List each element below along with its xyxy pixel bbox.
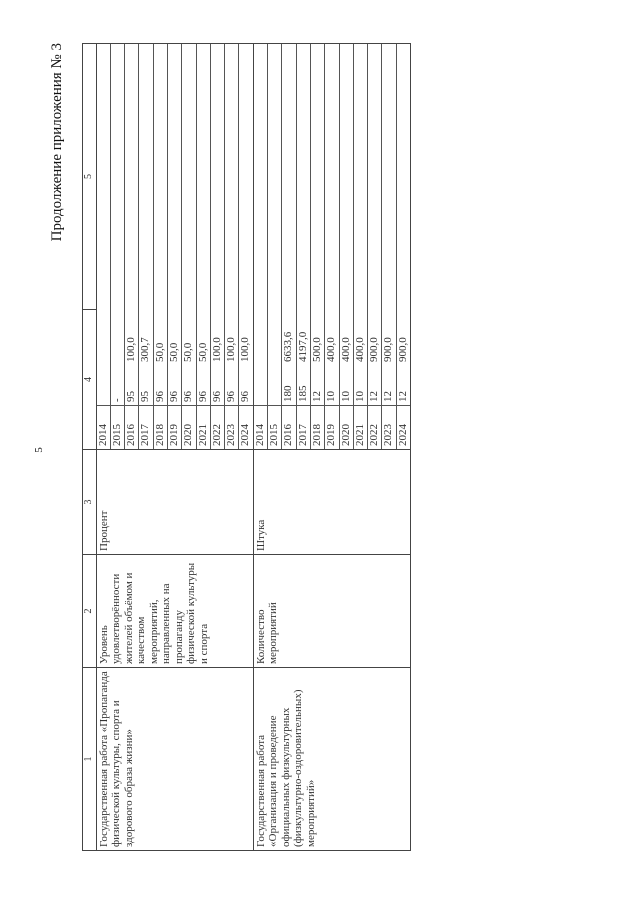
funding-value: 400,0 (353, 337, 366, 362)
indicator-value (254, 365, 267, 405)
year-row (297, 44, 311, 449)
year-label: 2017 (297, 405, 310, 449)
funding-value: 900,0 (396, 337, 409, 362)
table-row (253, 44, 410, 851)
funding-value: 50,0 (167, 342, 180, 362)
indicator-value: 96 (225, 391, 238, 402)
year-values-cell (253, 44, 410, 450)
year-row (239, 44, 252, 449)
table-row (96, 44, 253, 851)
funding-value: 300,7 (139, 337, 152, 362)
unit-cell: Штука (253, 450, 410, 555)
indicator-value: 12 (368, 391, 381, 402)
indicator-value: 96 (167, 391, 180, 402)
page-number: 5 (32, 447, 45, 453)
work-name-cell: Государственная работа «Пропаганда физической культуры, спорта и здорового образа жизни» (96, 668, 253, 851)
year-label: 2016 (282, 405, 295, 449)
header-col-1: 1 (83, 668, 97, 851)
funding-value: 100,0 (210, 337, 223, 362)
indicator-value: 10 (353, 391, 366, 402)
data-table (82, 43, 411, 851)
funding-value: 400,0 (325, 337, 338, 362)
funding-value: 500,0 (310, 337, 323, 362)
header-col-2: 2 (83, 555, 97, 668)
indicator-value: 95 (139, 391, 152, 402)
year-label: 2023 (225, 405, 238, 449)
year-label: 2022 (368, 405, 381, 449)
indicator-value: 10 (339, 391, 352, 402)
indicator-value: 12 (382, 391, 395, 402)
year-label: 2017 (139, 405, 152, 449)
funding-value (254, 44, 267, 365)
year-label: 2023 (382, 405, 395, 449)
year-row (211, 44, 225, 449)
year-label: 2016 (125, 405, 138, 449)
year-label: 2014 (97, 405, 110, 449)
indicator-value (97, 365, 110, 405)
year-row (254, 44, 268, 449)
year-label: 2014 (254, 405, 267, 449)
indicator-value: 185 (296, 385, 309, 402)
funding-value: 100,0 (225, 337, 238, 362)
year-label: 2024 (239, 405, 252, 449)
funding-value (268, 44, 281, 365)
year-label: 2019 (325, 405, 338, 449)
year-row (182, 44, 196, 449)
work-name-cell: Государственная работа «Организация и проведение официальных физкультурных (физкультурно-оздоровительных) мероприятий» (253, 668, 410, 851)
year-row (225, 44, 239, 449)
header-col-5: 5 (83, 44, 97, 310)
year-label: 2024 (397, 405, 410, 449)
funding-value: 50,0 (196, 342, 209, 362)
funding-value: 4197,0 (296, 331, 309, 362)
year-row (168, 44, 182, 449)
year-row (382, 44, 396, 449)
year-row (97, 44, 111, 449)
funding-value (111, 44, 124, 365)
funding-value: 100,0 (125, 337, 138, 362)
year-label: 2019 (168, 405, 181, 449)
indicator-value: 12 (310, 391, 323, 402)
year-label: 2022 (211, 405, 224, 449)
year-label: 2018 (154, 405, 167, 449)
year-row (282, 44, 296, 449)
year-label: 2020 (340, 405, 353, 449)
indicator-value: 96 (182, 391, 195, 402)
table-body (96, 44, 411, 851)
header-col-3: 3 (83, 450, 97, 555)
year-label: 2015 (111, 405, 124, 449)
year-label: 2015 (268, 405, 281, 449)
indicator-value: 95 (125, 391, 138, 402)
header-col-4: 4 (83, 310, 97, 450)
funding-value: 6633,6 (282, 331, 295, 362)
year-row (368, 44, 382, 449)
year-row (311, 44, 325, 449)
funding-value: 50,0 (153, 342, 166, 362)
year-row (397, 44, 410, 449)
indicator-value: 96 (210, 391, 223, 402)
indicator-cell: Количество мероприятий (253, 555, 410, 668)
year-label: 2018 (311, 405, 324, 449)
year-row (139, 44, 153, 449)
appendix-title: Продолжение приложения № 3 (49, 43, 65, 242)
funding-value: 900,0 (382, 337, 395, 362)
year-row (111, 44, 125, 449)
funding-value: 900,0 (368, 337, 381, 362)
year-values-cell (96, 44, 253, 450)
indicator-value: - (110, 398, 123, 402)
funding-value: 50,0 (182, 342, 195, 362)
indicator-value: 10 (325, 391, 338, 402)
indicator-value: 96 (196, 391, 209, 402)
year-row (154, 44, 168, 449)
indicator-value (268, 365, 281, 405)
year-row (340, 44, 354, 449)
year-label: 2020 (182, 405, 195, 449)
year-row (125, 44, 139, 449)
year-row (197, 44, 211, 449)
funding-value: 100,0 (239, 337, 252, 362)
header-row (83, 44, 97, 851)
year-label: 2021 (197, 405, 210, 449)
rotated-sheet (49, 43, 564, 851)
indicator-value: 96 (153, 391, 166, 402)
indicator-value: 96 (239, 391, 252, 402)
indicator-value: 180 (282, 385, 295, 402)
year-label: 2021 (354, 405, 367, 449)
funding-value: 400,0 (339, 337, 352, 362)
year-row (325, 44, 339, 449)
unit-cell: Процент (96, 450, 253, 555)
funding-value (97, 44, 110, 365)
indicator-value: 12 (396, 391, 409, 402)
year-row (268, 44, 282, 449)
indicator-cell: Уровень удовлетворённости жителей объёмом и качеством мероприятий, направленных на пропаганду физической культуры и спорта (96, 555, 253, 668)
year-row (354, 44, 368, 449)
